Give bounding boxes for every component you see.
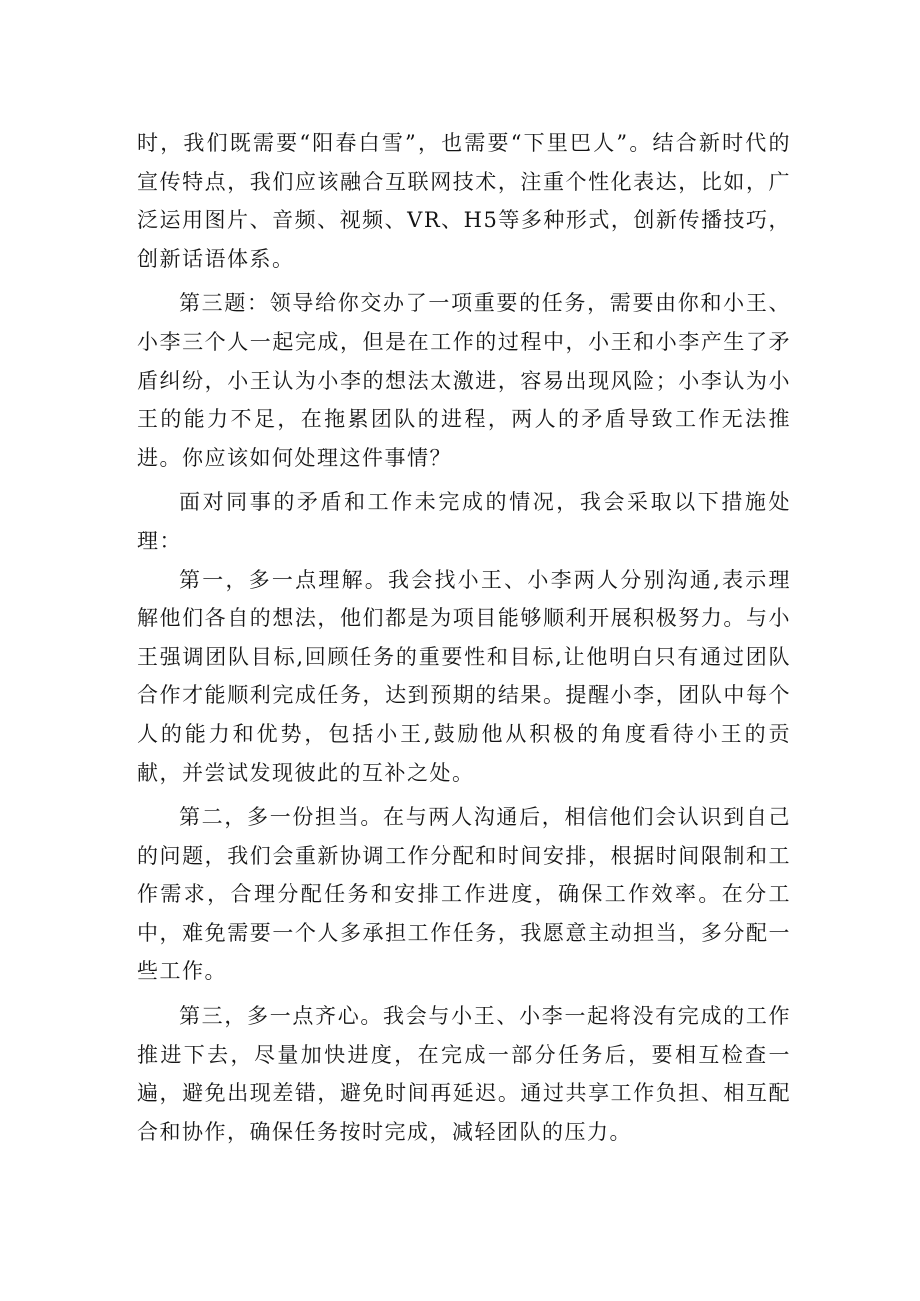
paragraph-point-three: 第三，多一点齐心。我会与小王、小李一起将没有完成的工作推进下去，尽量加快进度，在完成一部分任务后，要相互检查一遍，避免出现差错，避免时间再延迟。通过共享工作负担、相互配合和协作，确保任务按时完成，减轻团队的压力。: [137, 1004, 791, 1144]
paragraph-point-one: 第一，多一点理解。我会找小王、小李两人分别沟通,表示理解他们各自的想法，他们都是为项目能够顺利开展积极努力。与小王强调团队目标,回顾任务的重要性和目标,让他明白只有通过团队合作才能顺利完成任务，达到预期的结果。提醒小李，团队中每个人的能力和优势，包括小王,鼓励他从积极的角度看待小王的贡献，并尝试发现彼此的互补之处。: [137, 567, 791, 785]
paragraph-question-three: 第三题：领导给你交办了一项重要的任务，需要由你和小王、小李三个人一起完成，但是在工作的过程中，小王和小李产生了矛盾纠纷，小王认为小李的想法太激进，容易出现风险；小李认为小王的能力不足，在拖累团队的进程，两人的矛盾导致工作无法推进。你应该如何处理这件事情？: [137, 291, 791, 470]
paragraph-point-two: 第二，多一份担当。在与两人沟通后，相信他们会认识到自己的问题，我们会重新协调工作分配和时间安排，根据时间限制和工作需求，合理分配任务和安排工作进度，确保工作效率。在分工中，难免需要一个人多承担工作任务，我愿意主动担当，多分配一些工作。: [137, 805, 791, 984]
paragraph-intro-continuation: 时，我们既需要“阳春白雪”，也需要“下里巴人”。结合新时代的宣传特点，我们应该融合互联网技术，注重个性化表达，比如，广泛运用图片、音频、视频、VR、H5等多种形式，创新传播技巧，创新话语体系。: [137, 131, 791, 271]
document-body: [137, 124, 791, 1151]
paragraph-answer-intro: 面对同事的矛盾和工作未完成的情况，我会采取以下措施处理：: [137, 490, 791, 553]
